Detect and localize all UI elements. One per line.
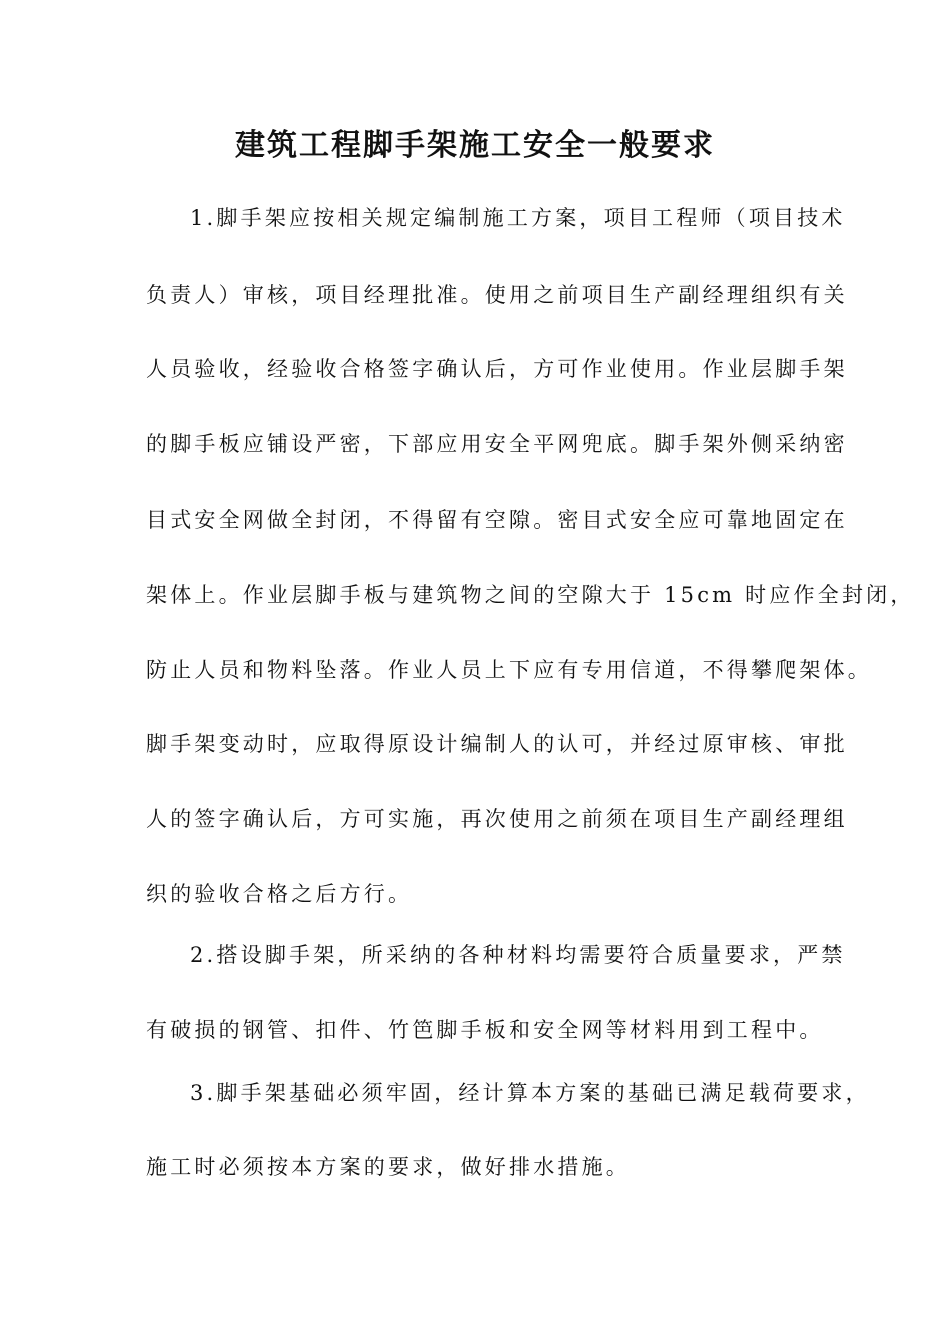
paragraph-3-line-2: 施工时必须按本方案的要求，做好排水措施。 <box>146 1155 630 1179</box>
paragraph-1-line-6: 架体上。作业层脚手板与建筑物之间的空隙大于 15cm 时应作全封闭， <box>146 583 915 607</box>
paragraph-1-line-9: 人的签字确认后，方可实施，再次使用之前须在项目生产副经理组 <box>146 807 848 831</box>
paragraph-1-line-4: 的脚手板应铺设严密，下部应用安全平网兜底。脚手架外侧采纳密 <box>146 432 848 456</box>
paragraph-2-line-1: 2.搭设脚手架，所采纳的各种材料均需要符合质量要求，严禁 <box>190 943 846 967</box>
paragraph-1-line-7: 防止人员和物料坠落。作业人员上下应有专用信道，不得攀爬架体。 <box>146 658 872 682</box>
paragraph-2-line-2: 有破损的钢管、扣件、竹笆脚手板和安全网等材料用到工程中。 <box>146 1018 824 1042</box>
paragraph-3-line-1: 3.脚手架基础必须牢固，经计算本方案的基础已满足载荷要求， <box>190 1081 870 1105</box>
paragraph-1-line-8: 脚手架变动时，应取得原设计编制人的认可，并经过原审核、审批 <box>146 732 848 756</box>
paragraph-1-line-10: 织的验收合格之后方行。 <box>146 882 413 906</box>
paragraph-1-line-2: 负责人）审核，项目经理批准。使用之前项目生产副经理组织有关 <box>146 283 848 307</box>
document-title: 建筑工程脚手架施工安全一般要求 <box>235 128 715 163</box>
paragraph-1-line-3: 人员验收，经验收合格签字确认后，方可作业使用。作业层脚手架 <box>146 357 848 381</box>
paragraph-1-line-5: 目式安全网做全封闭，不得留有空隙。密目式安全应可靠地固定在 <box>146 508 848 532</box>
paragraph-1-line-1: 1.脚手架应按相关规定编制施工方案，项目工程师（项目技术 <box>190 206 846 230</box>
